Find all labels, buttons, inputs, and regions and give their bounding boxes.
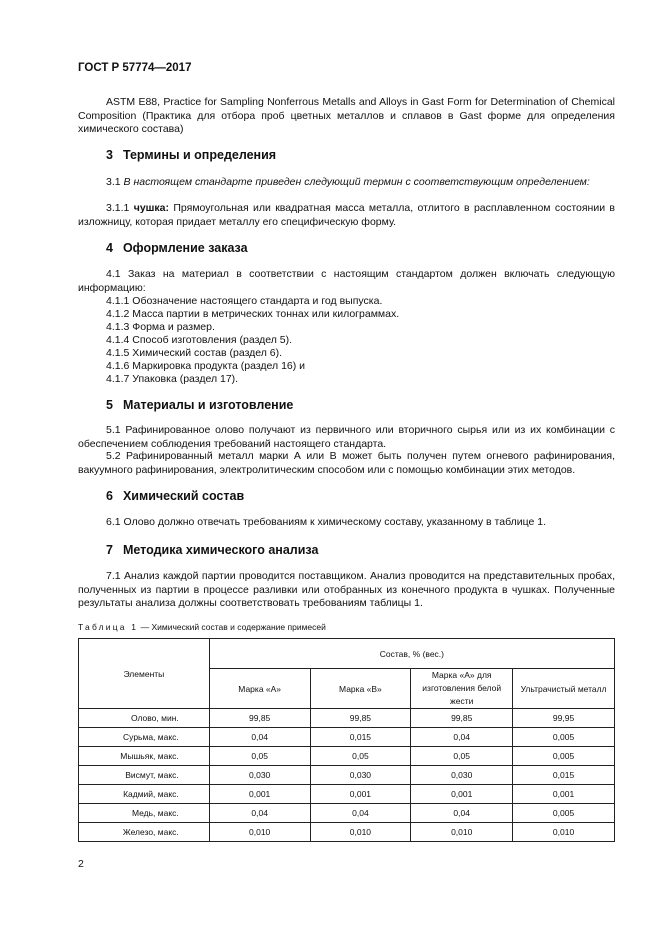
cell-value: 99,95: [513, 709, 615, 728]
cell-value: 0,05: [411, 747, 513, 766]
cell-value: 0,010: [209, 823, 310, 842]
section-7-heading: [106, 543, 318, 557]
document-header: ГОСТ Р 57774—2017: [78, 62, 192, 74]
cell-value: 0,05: [209, 747, 310, 766]
section-title: Оформление заказа: [122, 241, 248, 255]
cell-value: 0,05: [310, 747, 411, 766]
row-element: Медь, макс.: [79, 804, 210, 823]
cell-value: 0,010: [411, 823, 513, 842]
list-item: 4.1.1 Обозначение настоящего стандарта и год выпуска.: [106, 295, 383, 307]
cell-value: 99,85: [209, 709, 310, 728]
section-number: 5: [106, 398, 113, 412]
cell-value: 0,001: [310, 785, 411, 804]
list-item: 4.1.5 Химический состав (раздел 6).: [106, 347, 283, 359]
term-definition: Прямоугольная или квадратная масса металла, отлитого в расплавленном состоянии в изложницу, которая придает металлу его специфическую форму.: [78, 202, 615, 228]
table-caption-text: — Химический состав и содержание примесей: [138, 622, 326, 632]
cell-value: 0,04: [209, 728, 310, 747]
paragraph-number: 3.1: [106, 176, 121, 188]
section-3-heading: [106, 148, 276, 162]
row-element: Мышьяк, макс.: [79, 747, 210, 766]
paragraph-text: В настоящем стандарте приведен следующий термин с соответствующим определением:: [123, 176, 590, 188]
list-item: 4.1.4 Способ изготовления (раздел 5).: [106, 334, 293, 346]
table-row: [79, 785, 615, 804]
list-item: 4.1.7 Упаковка (раздел 17).: [106, 373, 239, 385]
table-caption-label: Таблица 1: [78, 622, 139, 632]
header-grade-b: Марка «В»: [310, 669, 411, 709]
cell-value: 0,005: [513, 804, 615, 823]
cell-value: 0,030: [209, 766, 310, 785]
table-row: [79, 747, 615, 766]
paragraph-4-1: 4.1 Заказ на материал в соответствии с настоящим стандартом должен включать следующую информацию:: [78, 268, 615, 294]
cell-value: 99,85: [411, 709, 513, 728]
cell-value: 0,005: [513, 728, 615, 747]
section-number: 6: [106, 489, 113, 503]
section-title: Материалы и изготовление: [122, 398, 294, 412]
cell-value: 0,04: [209, 804, 310, 823]
cell-value: 0,030: [310, 766, 411, 785]
table-row: [79, 709, 615, 728]
table-row: [79, 804, 615, 823]
section-number: 4: [106, 241, 113, 255]
table-row: [79, 766, 615, 785]
table-caption: [78, 622, 326, 632]
table-row: [79, 728, 615, 747]
header-elements: Элементы: [79, 639, 210, 709]
cell-value: 0,005: [513, 747, 615, 766]
paragraph-3-1: [78, 176, 615, 190]
cell-value: 0,04: [411, 804, 513, 823]
header-grade-a-tinplate: Марка «А» для изготовления белой жести: [411, 669, 513, 709]
section-title: Методика химического анализа: [122, 543, 319, 557]
table-row: [79, 823, 615, 842]
row-element: Железо, макс.: [79, 823, 210, 842]
intro-paragraph: ASTM E88, Practice for Sampling Nonferrous Metalls and Alloys in Gast Form for Determination of Chemical Composition (Практика для отбора проб цветных металлов и сплавов в Gast форме для определения химического состава): [78, 96, 615, 136]
paragraph-7-1: 7.1 Анализ каждой партии проводится поставщиком. Анализ проводится на представительных пробах, полученных из партии в процессе разливки или отобранных из конечного продукта в чушках. Полученные результаты анализа должны соответствовать требованиям таблицы 1.: [78, 570, 615, 610]
row-element: Висмут, макс.: [79, 766, 210, 785]
paragraph-3-1-1: [78, 202, 615, 229]
cell-value: 0,010: [513, 823, 615, 842]
paragraph-5-2: 5.2 Рафинированный металл марки А или В может быть получен путем огневого рафинирования, вакуумного рафинирования, электролитическим способом или с помощью комбинации этих методов.: [78, 450, 615, 476]
cell-value: 0,030: [411, 766, 513, 785]
cell-value: 0,015: [310, 728, 411, 747]
row-element: Кадмий, макс.: [79, 785, 210, 804]
paragraph-5-1: 5.1 Рафинированное олово получают из первичного или вторичного сырья или из их комбинации с обеспечением соблюдения требований настоящего стандарта.: [78, 424, 615, 450]
term: чушка:: [133, 202, 169, 214]
cell-value: 0,001: [209, 785, 310, 804]
page-number: 2: [78, 858, 84, 870]
cell-value: 0,010: [310, 823, 411, 842]
row-element: Сурьма, макс.: [79, 728, 210, 747]
cell-value: 0,04: [411, 728, 513, 747]
list-item: 4.1.2 Масса партии в метрических тоннах или килограммах.: [106, 308, 400, 320]
cell-value: 0,001: [411, 785, 513, 804]
header-ultrapure: Ультрачистый металл: [513, 669, 615, 709]
list-item: 4.1.3 Форма и размер.: [106, 321, 215, 333]
row-element: Олово, мин.: [79, 709, 210, 728]
paragraph-number: 3.1.1: [106, 202, 130, 214]
cell-value: 99,85: [310, 709, 411, 728]
section-6-heading: [106, 489, 244, 503]
cell-value: 0,001: [513, 785, 615, 804]
cell-value: 0,015: [513, 766, 615, 785]
cell-value: 0,04: [310, 804, 411, 823]
section-number: 7: [106, 543, 113, 557]
section-5-heading: [106, 398, 293, 412]
section-title: Химический состав: [122, 489, 245, 503]
list-item: 4.1.6 Маркировка продукта (раздел 16) и: [106, 360, 306, 372]
header-composition: Состав, % (вес.): [209, 639, 614, 669]
header-grade-a: Марка «А»: [209, 669, 310, 709]
section-number: 3: [106, 148, 113, 162]
paragraph-6-1: 6.1 Олово должно отвечать требованиям к химическому составу, указанному в таблице 1.: [106, 516, 547, 528]
chemical-composition-table: [78, 638, 615, 842]
section-4-heading: [106, 241, 248, 255]
section-title: Термины и определения: [122, 148, 277, 162]
